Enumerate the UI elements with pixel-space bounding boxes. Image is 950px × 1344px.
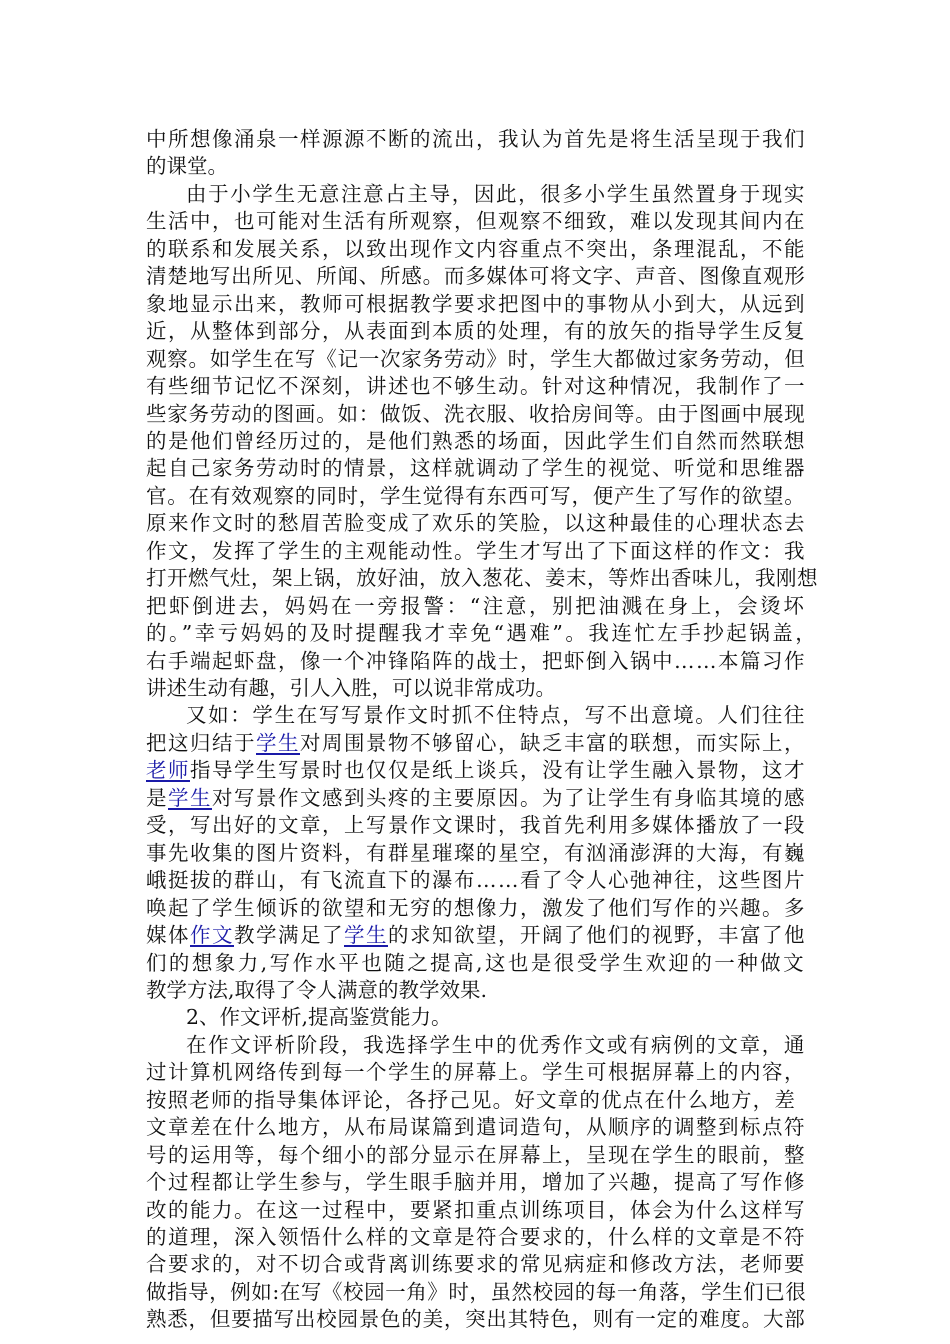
text-line [146,1168,806,1196]
text-run: 事先收集的图片资料，有群星璀璨的星空，有汹涌澎湃的大海，有巍 [146,840,806,865]
text-line [146,564,818,592]
text-line [146,756,806,784]
text-run: 的课堂。 [146,154,228,179]
text-run: 的。”幸亏妈妈的及时提醒我才幸免“遇难”。我连忙左手抄起锅盖， [146,621,819,646]
text-run: 把虾倒进去，妈妈在一旁报警：“注意，别把油溅在身上，会烫坏 [146,593,807,618]
text-line [146,262,806,290]
text-run: 按照老师的指导集体评论，各抒己见。好文章的优点在什么地方，差 [146,1087,796,1112]
text-line [146,811,806,839]
text-line [146,674,556,702]
text-run: 生活中，也可能对生活有所观察，但观察不细致，难以发现其间内在 [146,209,806,234]
text-run: 的联系和发展关系，以致出现作文内容重点不突出，条理混乱，不能 [146,236,806,261]
text-line [146,125,806,153]
text-line [146,152,228,180]
inline-link[interactable]: 学生 [344,923,388,948]
text-run: 的是他们曾经历过的，是他们熟悉的场面，因此学生们自然而然联想 [146,428,806,453]
text-run: 做指导，例如:在写《校园一角》时，虽然校园的每一角落，学生们已很 [146,1279,807,1304]
text-line [146,729,806,757]
text-line [146,921,806,949]
text-run: 改的能力。在这一过程中，要紧扣重点训练项目，体会为什么这样写 [146,1197,806,1222]
text-run: 讲述生动有趣，引人入胜，可以说非常成功。 [146,676,556,700]
text-run: 由于小学生无意注意占主导，因此，很多小学生虽然置身于现实 [186,181,806,206]
text-run: 指导学生写景时也仅仅是纸上谈兵，没有让学生融入景物，这才 [190,758,806,783]
text-line [146,537,806,565]
text-line [146,207,806,235]
text-run: 右手端起虾盘，像一个冲锋陷阵的战士，把虾倒入锅中……本篇习作 [146,648,806,673]
text-line [146,1058,806,1086]
text-line [146,1223,806,1251]
text-run: 作文，发挥了学生的主观能动性。学生才写出了下面这样的作文：我 [146,538,806,563]
text-line [146,1250,806,1278]
text-line [146,235,806,263]
text-run: 过计算机网络传到每一个学生的屏幕上。学生可根据屏幕上的内容， [146,1060,806,1085]
text-run: 的求知欲望，开阔了他们的视野，丰富了他 [388,923,806,948]
text-line [146,345,806,373]
inline-link[interactable]: 老师 [146,758,190,783]
text-line [146,1113,806,1141]
text-line [146,647,806,675]
text-run: 号的运用等，每个细小的部分显示在屏幕上，呈现在学生的眼前，整 [146,1142,806,1167]
text-run: 有些细节记忆不深刻，讲述也不够生动。针对这种情况，我制作了一 [146,374,806,399]
text-run: 打开燃气灶，架上锅，放好油，放入葱花、姜末，等炸出香味儿，我刚想 [146,566,818,591]
text-run: 把这归结于 [146,730,256,755]
text-run: 象地显示出来，教师可根据教学要求把图中的事物从小到大，从远到 [146,291,806,316]
text-run: 们的想象力,写作水平也随之提高,这也是很受学生欢迎的一种做文 [146,950,807,975]
text-run: 媒体 [146,923,190,948]
text-run: 观察。如学生在写《记一次家务劳动》时，学生大都做过家务劳动，但 [146,346,806,371]
text-run: 是 [146,785,168,810]
text-line [146,784,806,812]
text-line [146,619,818,647]
text-line [146,290,806,318]
text-run: 的道理，深入领悟什么样的文章是符合要求的，什么样的文章是不符 [146,1225,806,1249]
text-run: 2、作文评析,提高鉴赏能力。 [186,1005,452,1030]
text-run: 受，写出好的文章，上写景作文课时，我首先利用多媒体播放了一段 [146,813,806,838]
text-line [146,400,806,428]
text-run: 官。在有效观察的同时，学生觉得有东西可写，便产生了写作的欲望。 [146,483,806,508]
text-line [146,949,806,977]
text-line [146,1086,796,1114]
text-run: 又如：学生在写写景作文时抓不住特点，写不出意境。人们往往 [186,703,806,728]
text-run: 在作文评析阶段，我选择学生中的优秀作文或有病例的文章，通 [186,1032,806,1057]
text-run: 中所想像涌泉一样源源不断的流出，我认为首先是将生活呈现于我们 [146,127,806,151]
text-run: 文章差在什么地方，从布局谋篇到遣词造句，从顺序的调整到标点符 [146,1115,806,1140]
text-line [146,894,806,922]
inline-link[interactable]: 作文 [190,923,234,948]
text-run: 个过程都让学生参与，学生眼手脑并用，增加了兴趣，提高了写作修 [146,1170,806,1195]
text-run: 原来作文时的愁眉苦脸变成了欢乐的笑脸，以这种最佳的心理状态去 [146,511,806,536]
text-line [146,1196,806,1224]
text-run: 对写景作文感到头疼的主要原因。为了让学生有身临其境的感 [212,785,806,810]
text-line [146,482,806,510]
text-run: 些家务劳动的图画。如：做饭、洗衣服、收拾房间等。由于图画中展现 [146,401,806,426]
text-line [146,1141,806,1169]
text-line [186,1031,806,1059]
text-line [186,701,806,729]
text-line [146,317,806,345]
text-line [146,1305,806,1333]
text-run: 熟悉，但要描写出校园景色的美，突出其特色，则有一定的难度。大部 [146,1307,806,1332]
text-line [146,372,806,400]
text-run: 近，从整体到部分，从表面到本质的处理，有的放矢的指导学生反复 [146,319,806,344]
text-line [146,1278,806,1306]
text-run: 教学方法,取得了令人满意的教学效果. [146,977,488,1002]
text-line [146,839,806,867]
text-line [186,1003,452,1031]
text-line [146,976,487,1004]
text-line [146,592,806,620]
text-run: 教学满足了 [234,923,344,948]
text-line [146,454,806,482]
text-run: 峨挺拔的群山，有飞流直下的瀑布……看了令人心弛神往，这些图片 [146,868,806,893]
text-line [186,180,806,208]
inline-link[interactable]: 学生 [256,730,300,755]
text-run: 起自己家务劳动时的情景，这样就调动了学生的视觉、听觉和思维器 [146,456,806,481]
text-run: 对周围景物不够留心，缺乏丰富的联想，而实际上， [300,730,806,755]
text-line [146,866,806,894]
text-line [146,427,806,455]
text-run: 合要求的，对不切合或背离训练要求的常见病症和修改方法，老师要 [146,1252,806,1277]
inline-link[interactable]: 学生 [168,785,212,810]
text-run: 唤起了学生倾诉的欲望和无穷的想像力，激发了他们写作的兴趣。多 [146,895,806,920]
text-line [146,509,806,537]
text-run: 清楚地写出所见、所闻、所感。而多媒体可将文字、声音、图像直观形 [146,264,806,289]
